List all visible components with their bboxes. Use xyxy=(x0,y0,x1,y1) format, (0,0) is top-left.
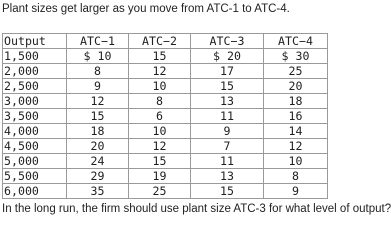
atc-3-cell: 11 xyxy=(191,109,264,124)
atc-1-cell: 35 xyxy=(67,184,129,199)
atc-1-cell: 15 xyxy=(67,109,129,124)
table-body xyxy=(3,49,328,199)
output-cell: 5,000 xyxy=(3,154,67,169)
atc-1-cell: 9 xyxy=(67,79,129,94)
atc-1-cell: 18 xyxy=(67,124,129,139)
atc-3-cell: 9 xyxy=(191,124,264,139)
table-row xyxy=(3,109,328,124)
table-row xyxy=(3,94,328,109)
table-row xyxy=(3,64,328,79)
table-row xyxy=(3,169,328,184)
output-cell: 2,500 xyxy=(3,79,67,94)
table-row xyxy=(3,79,328,94)
output-cell: 2,000 xyxy=(3,64,67,79)
header-atc-2: ATC−2 xyxy=(129,34,191,49)
atc-2-cell: 15 xyxy=(129,49,191,64)
atc-4-cell: 25 xyxy=(264,64,328,79)
atc-3-cell: 13 xyxy=(191,169,264,184)
atc-3-cell: 15 xyxy=(191,184,264,199)
header-atc-4: ATC−4 xyxy=(264,34,328,49)
output-cell: 4,500 xyxy=(3,139,67,154)
output-cell: 5,500 xyxy=(3,169,67,184)
cost-table xyxy=(2,33,328,199)
table-row xyxy=(3,139,328,154)
atc-3-cell: 7 xyxy=(191,139,264,154)
atc-3-cell: 11 xyxy=(191,154,264,169)
atc-4-cell: 9 xyxy=(264,184,328,199)
atc-1-cell: 24 xyxy=(67,154,129,169)
header-atc-3: ATC−3 xyxy=(191,34,264,49)
output-cell: 3,000 xyxy=(3,94,67,109)
table-row xyxy=(3,49,328,64)
atc-2-cell: 8 xyxy=(129,94,191,109)
atc-1-cell: $ 10 xyxy=(67,49,129,64)
atc-1-cell: 12 xyxy=(67,94,129,109)
output-cell: 4,000 xyxy=(3,124,67,139)
atc-1-cell: 8 xyxy=(67,64,129,79)
table-row xyxy=(3,184,328,199)
atc-2-cell: 15 xyxy=(129,154,191,169)
atc-2-cell: 12 xyxy=(129,139,191,154)
atc-4-cell: 8 xyxy=(264,169,328,184)
atc-2-cell: 10 xyxy=(129,124,191,139)
atc-4-cell: $ 30 xyxy=(264,49,328,64)
atc-4-cell: 16 xyxy=(264,109,328,124)
table-header-row xyxy=(3,34,328,49)
atc-4-cell: 18 xyxy=(264,94,328,109)
header-output: Output xyxy=(3,34,67,49)
atc-2-cell: 12 xyxy=(129,64,191,79)
atc-1-cell: 29 xyxy=(67,169,129,184)
atc-4-cell: 10 xyxy=(264,154,328,169)
table-row xyxy=(3,154,328,169)
atc-3-cell: 17 xyxy=(191,64,264,79)
output-cell: 1,500 xyxy=(3,49,67,64)
atc-3-cell: $ 20 xyxy=(191,49,264,64)
atc-3-cell: 15 xyxy=(191,79,264,94)
table-row xyxy=(3,124,328,139)
atc-3-cell: 13 xyxy=(191,94,264,109)
atc-2-cell: 6 xyxy=(129,109,191,124)
header-atc-1: ATC−1 xyxy=(67,34,129,49)
atc-4-cell: 14 xyxy=(264,124,328,139)
intro-text: Plant sizes get larger as you move from ATC-1 to ATC-4. xyxy=(2,3,290,15)
atc-4-cell: 12 xyxy=(264,139,328,154)
atc-4-cell: 20 xyxy=(264,79,328,94)
atc-1-cell: 20 xyxy=(67,139,129,154)
question-text: In the long run, the firm should use plant size ATC-3 for what level of output? xyxy=(2,203,391,215)
output-cell: 6,000 xyxy=(3,184,67,199)
atc-2-cell: 25 xyxy=(129,184,191,199)
atc-2-cell: 10 xyxy=(129,79,191,94)
atc-2-cell: 19 xyxy=(129,169,191,184)
output-cell: 3,500 xyxy=(3,109,67,124)
